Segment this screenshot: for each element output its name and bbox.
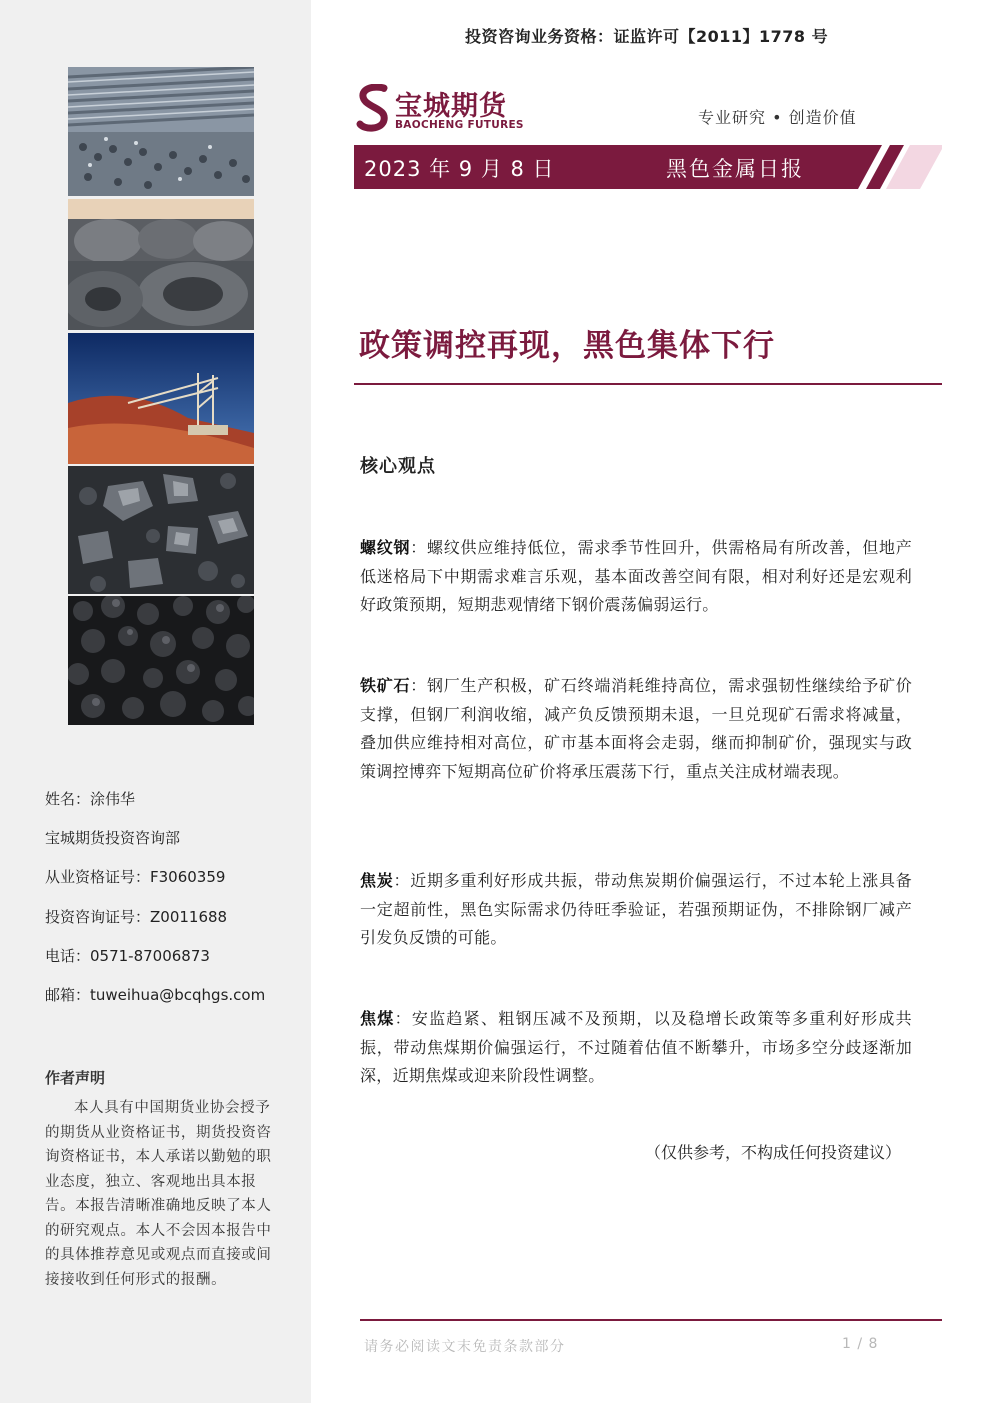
author-info bbox=[45, 788, 265, 1023]
author-consulting-cert: 投资咨询证号：Z0011688 bbox=[45, 907, 228, 926]
paragraph-label: 焦煤 bbox=[360, 1009, 395, 1028]
paragraph-label: 螺纹钢 bbox=[360, 538, 411, 557]
report-date: 2023 年 9 月 8 日 bbox=[364, 157, 555, 181]
iron-ore-stacker-photo bbox=[68, 333, 254, 464]
author-dept: 宝城期货投资咨询部 bbox=[45, 829, 181, 848]
company-logo bbox=[356, 84, 536, 134]
paragraph-text: ：安监趋紧、粗钢压减不及预期，以及稳增长政策等多重利好形成共振，带动焦煤期价偏强运行，不过随着估值不断攀升，市场多空分歧逐渐加深，近期焦煤或迎来阶段性调整。 bbox=[360, 1009, 912, 1085]
report-type: 黑色金属日报 bbox=[666, 157, 804, 181]
slogan: 专业研究 • 创造价值 bbox=[698, 108, 857, 127]
steel-coil-photo bbox=[68, 199, 254, 330]
coke-photo bbox=[68, 466, 254, 594]
logo-mark-icon bbox=[356, 84, 392, 132]
paragraph-iron-ore bbox=[360, 672, 912, 786]
report-banner bbox=[354, 145, 942, 189]
logo-english-name: BAOCHENG FUTURES bbox=[395, 119, 524, 131]
paragraph-text: ：钢厂生产积极，矿石终端消耗维持高位，需求强韧性继续给予矿价支撑，但钢厂利润收缩，减产负反馈预期未退，一旦兑现矿石需求将减量，叠加供应维持相对高位，矿市基本面将会走弱，继而抑制矿价，强现实与政策调控博弈下短期高位矿价将承压震荡下行，重点关注成材端表现。 bbox=[360, 676, 912, 781]
footer-divider bbox=[360, 1319, 942, 1321]
paragraph-label: 铁矿石 bbox=[360, 676, 411, 695]
disclaimer-note: （仅供参考，不构成任何投资建议） bbox=[645, 1143, 902, 1162]
author-name: 姓名：涂伟华 bbox=[45, 790, 136, 808]
rebar-photo bbox=[68, 67, 254, 196]
declaration-body: 本人具有中国期货业协会授予的期货从业资格证书，期货投资咨询资格证书，本人承诺以勤勉的职业态度，独立、客观地出具本报告。本报告清晰准确地反映了本人的研究观点。本人不会因本报告中的具体推荐意见或观点而直接或间接接收到任何形式的报酬。 bbox=[45, 1100, 272, 1288]
paragraph-text: ：近期多重利好形成共振，带动焦炭期价偏强运行，不过本轮上涨具备一定超前性，黑色实际需求仍待旺季验证，若强预期证伪，不排除钢厂减产引发负反馈的可能。 bbox=[360, 871, 912, 947]
paragraph-text: ：螺纹供应维持低位，需求季节性回升，供需格局有所改善，但地产低迷格局下中期需求难言乐观，基本面改善空间有限，相对利好还是宏观利好政策预期，短期悲观情绪下钢价震荡偏弱运行。 bbox=[360, 538, 912, 614]
declaration-title: 作者声明 bbox=[45, 1069, 106, 1087]
sidebar bbox=[0, 0, 311, 1403]
logo-chinese-name: 宝城期货 bbox=[395, 91, 507, 122]
page-number: 1 / 8 bbox=[842, 1336, 879, 1352]
paragraph-label: 焦炭 bbox=[360, 871, 394, 890]
report-title: 政策调控再现，黑色集体下行 bbox=[359, 328, 775, 364]
license-statement: 投资咨询业务资格：证监许可【2011】1778 号 bbox=[465, 27, 829, 46]
author-email[interactable]: 邮箱：tuweihua@bcqhgs.com bbox=[45, 985, 266, 1004]
author-phone: 电话：0571-87006873 bbox=[45, 946, 210, 965]
coking-coal-photo bbox=[68, 596, 254, 725]
author-qualification-cert: 从业资格证号：F3060359 bbox=[45, 868, 226, 887]
paragraph-coking-coal bbox=[360, 1005, 912, 1091]
paragraph-rebar bbox=[360, 534, 912, 620]
footer-disclaimer-link: 请务必阅读文末免责条款部分 bbox=[364, 1339, 566, 1355]
title-divider bbox=[354, 383, 942, 385]
section-heading: 核心观点 bbox=[360, 456, 436, 477]
paragraph-coke bbox=[360, 867, 912, 953]
